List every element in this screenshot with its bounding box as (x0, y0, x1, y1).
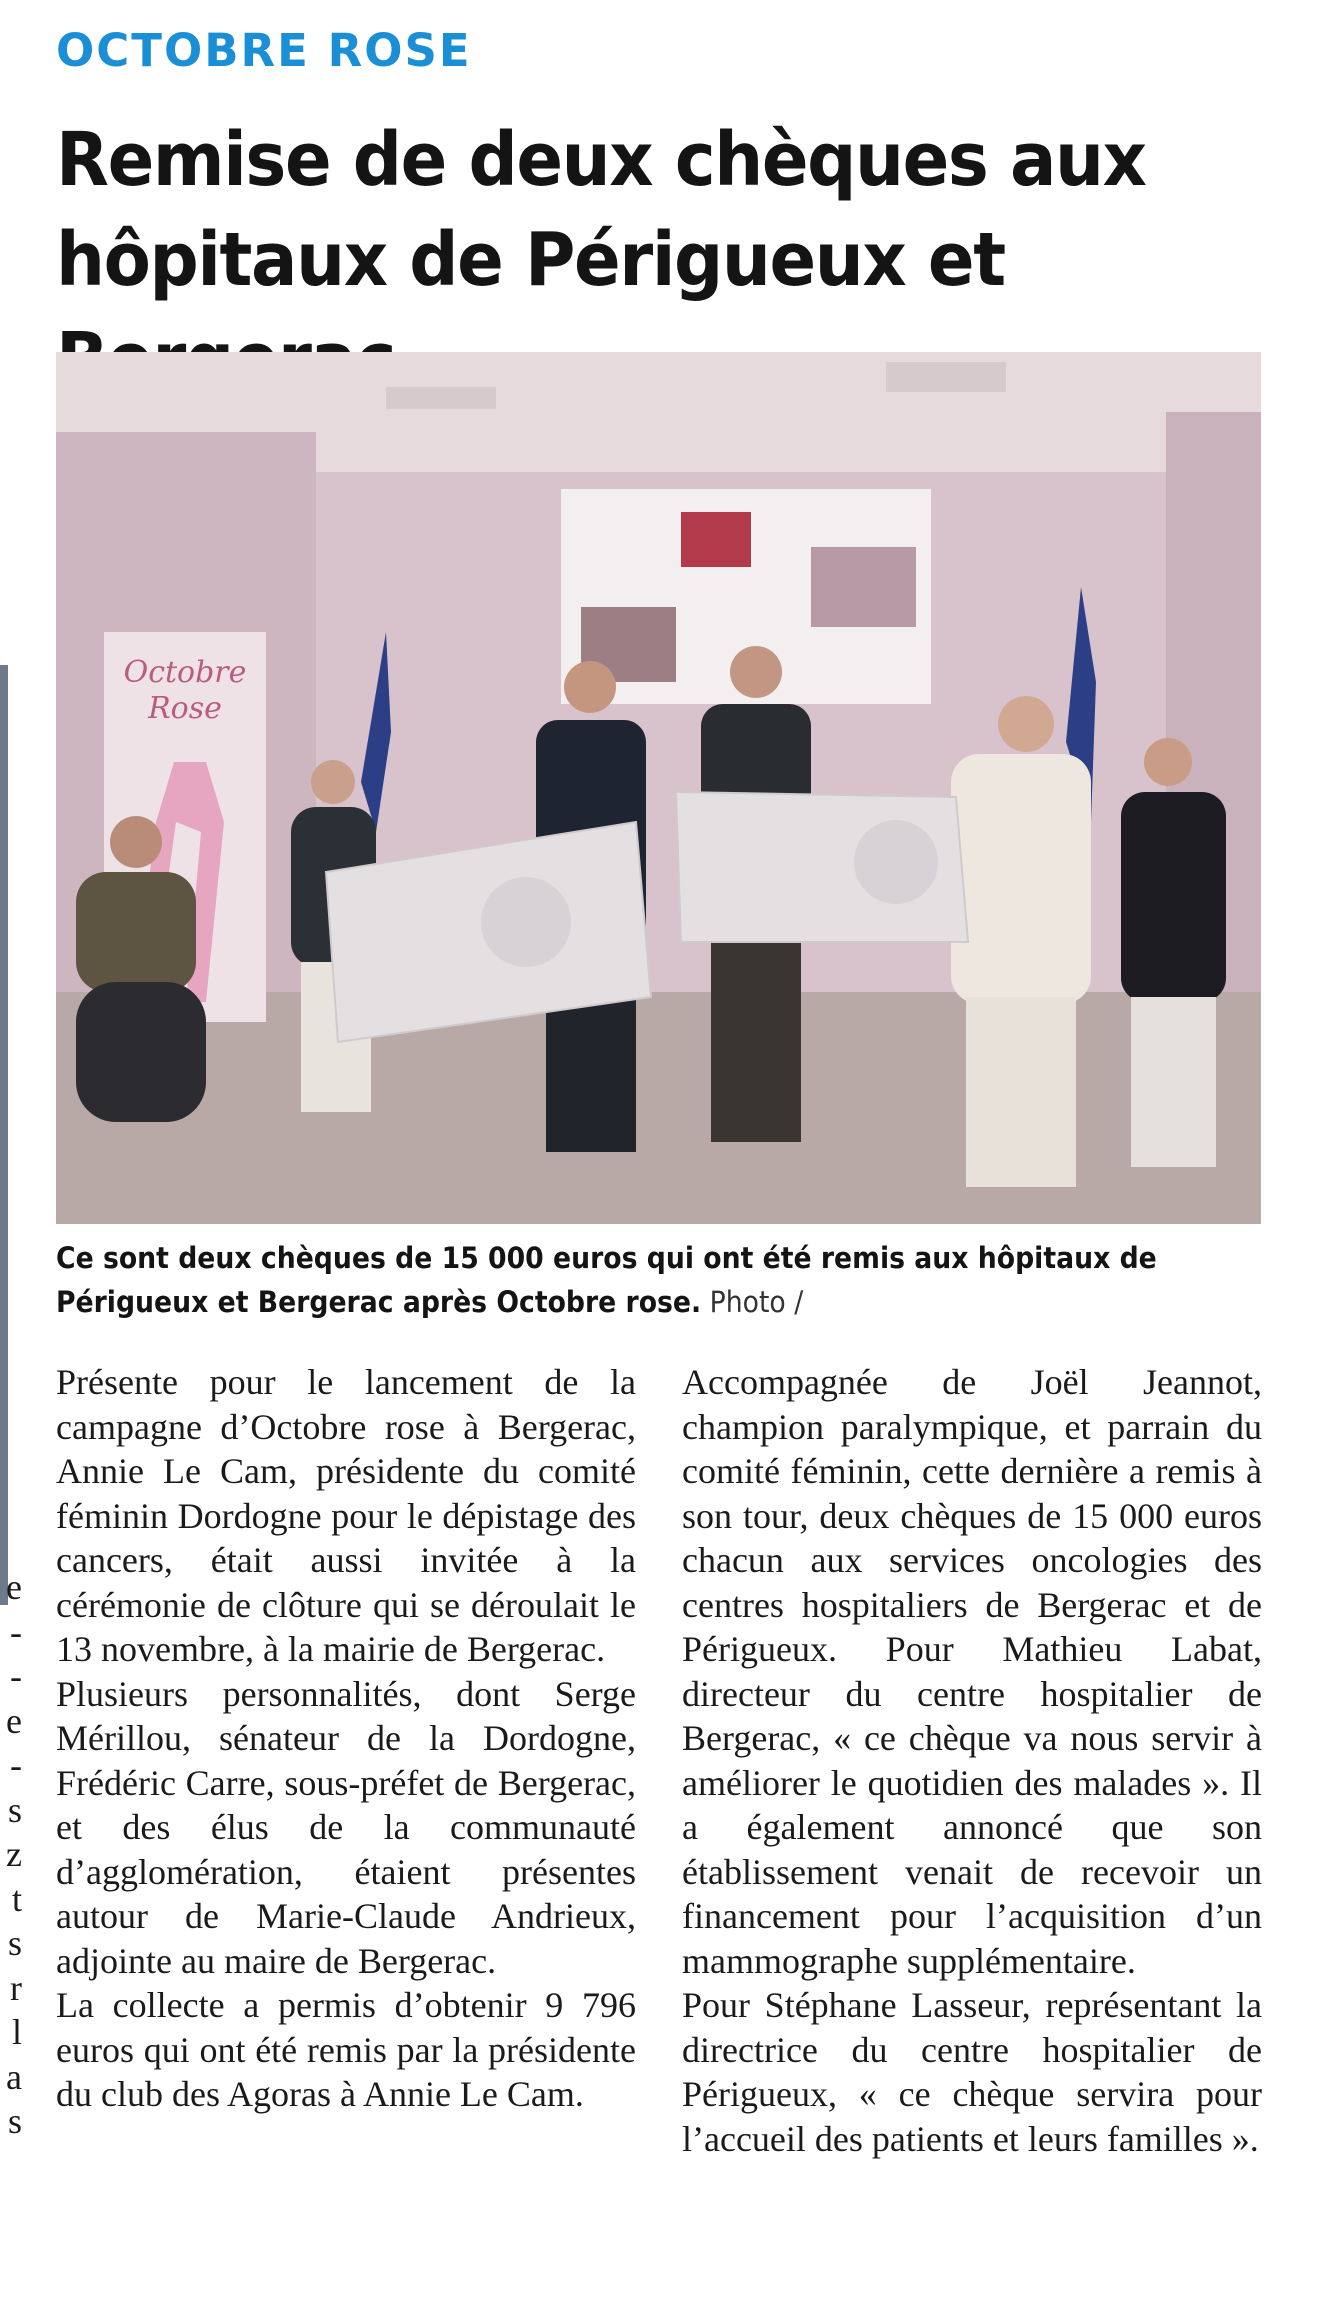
caption-text: Ce sont deux chèques de 15 000 euros qui ont été remis aux hôpitaux de Périgueux et Bergerac après Octobre rose. (56, 1241, 1157, 1319)
edge-letter: s (7, 1789, 22, 1830)
edge-letter: z (6, 1834, 22, 1874)
giant-cheque-right (676, 792, 968, 942)
edge-letter: t (11, 1878, 22, 1919)
photo-credit: Photo / (709, 1285, 804, 1319)
edge-letter: - (10, 1745, 22, 1785)
edge-letter: s (7, 2101, 22, 2141)
banner-text: Rose (148, 691, 222, 726)
photo-caption (56, 1236, 1188, 1324)
edge-letter: - (10, 1656, 22, 1696)
edge-letter: l (11, 2012, 22, 2052)
person-woman-speaker (951, 696, 1091, 1187)
article-column-right (682, 1360, 1262, 2161)
ceiling-vent (386, 387, 496, 409)
paragraph: Plusieurs personnalités, dont Serge Mérillou, sénateur de la Dordogne, Frédéric Carre, sous-préfet de Bergerac, et des élus de la communauté d’agglomération, étaient présentes autour de Marie-Claude Andrieux, adjointe au maire de Bergerac. (56, 1673, 636, 1981)
adjacent-article-photo-edge (0, 665, 8, 1605)
banner-text: Octobre (123, 655, 247, 690)
paragraph: La collecte a permis d’obtenir 9 796 euros qui ont été remis par la présidente du club des Agoras à Annie Le Cam. (56, 1985, 636, 2114)
paragraph: Accompagnée de Joël Jeannot, champion paralympique, et parrain du comité féminin, cette dernière a remis à son tour, deux chèques de 15 000 euros chacun aux services oncologies des centres hospitaliers de Bergerac et de Périgueux. Pour Mathieu Labat, directeur du centre hospitalier de Bergerac, « ce chèque va nous servir à améliorer le quotidien des malades ». Il a également annoncé que son établissement venait de recevoir un financement pour l’acquisition d’un mammographe supplémentaire. (682, 1362, 1262, 1981)
article-column-left (56, 1360, 636, 2117)
ceiling-vent (886, 362, 1006, 392)
paragraph: Présente pour le lancement de la campagne d’Octobre rose à Bergerac, Annie Le Cam, présidente du comité féminin Dordogne pour le dépistage des cancers, était aussi invitée à la cérémonie de clôture qui se déroulait le 13 novembre, à la mairie de Bergerac. (56, 1362, 636, 1669)
edge-letter: e (6, 1567, 22, 1607)
article-photo (56, 352, 1261, 1224)
edge-letter: e (6, 1700, 22, 1741)
screen-picture (681, 512, 751, 567)
headline: Remise de deux chèques aux hôpitaux de Périgueux et (56, 117, 1146, 303)
edge-letter: r (10, 1967, 22, 2008)
section-kicker: OCTOBRE ROSE (56, 24, 472, 77)
person-woman-right (1121, 738, 1226, 1167)
edge-letter: - (10, 1611, 22, 1652)
adjacent-article-edge-text (0, 1565, 22, 2144)
edge-letter: s (7, 1923, 22, 1963)
screen-picture (811, 547, 916, 627)
floor (56, 992, 1261, 1224)
paragraph: Pour Stéphane Lasseur, représentant la directrice du centre hospitalier de Périgueux, « ce chèque servira pour l’accueil des patients et leurs familles ». (682, 1985, 1262, 2159)
edge-letter: a (6, 2056, 22, 2097)
